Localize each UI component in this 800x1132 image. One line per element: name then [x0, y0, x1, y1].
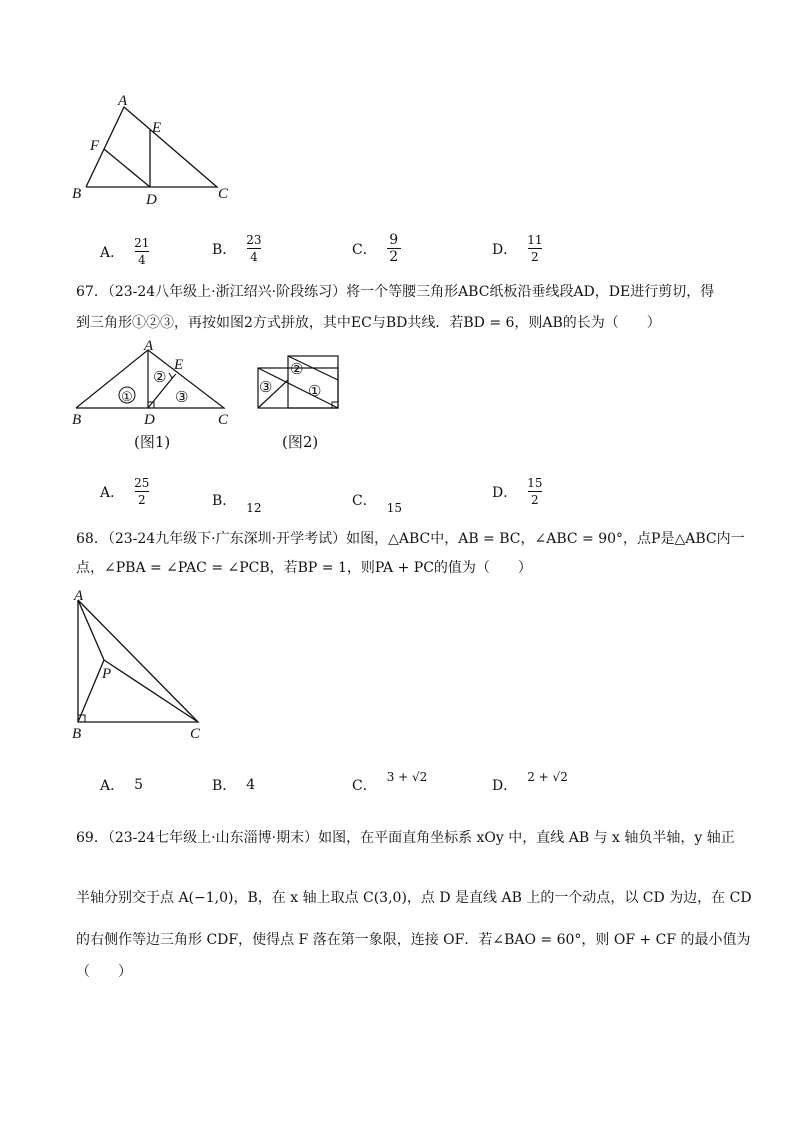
- label-D: D: [144, 412, 155, 428]
- region-3: ③: [259, 380, 273, 396]
- region-2: ②: [290, 362, 304, 378]
- label-P: P: [102, 666, 112, 682]
- label-E: E: [152, 120, 162, 136]
- q69-line4: （ ）: [76, 964, 132, 980]
- q66-option-a[interactable]: A． $\frac{21}{4}$: [100, 236, 150, 267]
- figure-q68: [68, 588, 218, 748]
- q68-option-a[interactable]: A． 5: [100, 777, 144, 794]
- q68-option-c[interactable]: C． 3 + √2: [352, 770, 428, 794]
- region-1: ①: [121, 389, 133, 404]
- q69-line2: 半轴分别交于点 A(−1,0)，B，在 x 轴上取点 C(3,0)，点 D 是直线 AB 上的一个动点，以 CD 为边，在 CD: [76, 890, 752, 906]
- label-E: E: [174, 357, 184, 373]
- figure-q66: [60, 90, 250, 210]
- q68-option-d[interactable]: D． 2 + √2: [492, 770, 568, 794]
- q67-line2: 到三角形①②③，再按如图2方式拼放，其中EC与BD共线．若BD = 6，则AB的长为（ ）: [76, 315, 661, 331]
- figure-q67-1: [68, 340, 238, 430]
- q68-line1: 68．（23-24九年级下·广东深圳·开学考试）如图，△ABC中，AB = BC，∠ABC = 90°，点P是△ABC内一: [76, 531, 745, 547]
- label-B: B: [72, 726, 82, 742]
- label-B: B: [72, 412, 82, 428]
- label-A: A: [74, 588, 84, 604]
- q69-line3: 的右侧作等边三角形 CDF，使得点 F 落在第一象限，连接 OF．若∠BAO = 60°，则 OF + CF 的最小值为: [76, 932, 751, 948]
- fraction: $\frac{21}{4}$: [134, 236, 150, 267]
- figure-q67-2: [254, 352, 344, 412]
- q66-option-b[interactable]: B． $\frac{23}{4}$: [212, 233, 262, 264]
- q68-option-b[interactable]: B． 4: [212, 777, 256, 794]
- q69-line1: 69．（23-24七年级上·山东淄博·期末）如图，在平面直角坐标系 xOy 中，直线 AB 与 x 轴负半轴，y 轴正: [76, 830, 735, 846]
- fraction: $\frac{11}{2}$: [527, 233, 543, 264]
- label-C: C: [218, 412, 229, 428]
- q67-option-c[interactable]: C． 15: [352, 493, 402, 515]
- q67-line1: 67．（23-24八年级上·浙江绍兴·阶段练习）将一个等腰三角形ABC纸板沿垂线段AD，DE进行剪切，得: [76, 284, 715, 300]
- label-C: C: [218, 186, 229, 202]
- fraction: $\frac{15}{2}$: [527, 476, 543, 507]
- fraction: $\frac{23}{4}$: [246, 233, 262, 264]
- label-C: C: [190, 726, 201, 742]
- region-1: ①: [308, 384, 322, 400]
- fig2-caption: (图2): [282, 433, 319, 451]
- label-D: D: [146, 192, 157, 208]
- q67-option-a[interactable]: A． $\frac{25}{2}$: [100, 476, 150, 507]
- fraction: $\frac{9}{2}$: [387, 233, 401, 264]
- q66-option-d[interactable]: D． $\frac{11}{2}$: [492, 233, 543, 264]
- fraction: $\frac{25}{2}$: [134, 476, 150, 507]
- label-A: A: [144, 340, 154, 354]
- label-B: B: [72, 186, 82, 202]
- q66-option-c[interactable]: C． $\frac{9}{2}$: [352, 233, 401, 264]
- q67-option-b[interactable]: B． 12: [212, 493, 262, 515]
- label-A: A: [118, 93, 128, 109]
- q68-line2: 点，∠PBA = ∠PAC = ∠PCB，若BP = 1，则PA + PC的值为（ ）: [76, 560, 532, 576]
- region-3: ③: [175, 390, 189, 406]
- q67-option-d[interactable]: D． $\frac{15}{2}$: [492, 476, 543, 507]
- region-2: ②: [153, 370, 167, 386]
- fig1-caption: (图1): [134, 433, 171, 451]
- label-F: F: [90, 138, 100, 154]
